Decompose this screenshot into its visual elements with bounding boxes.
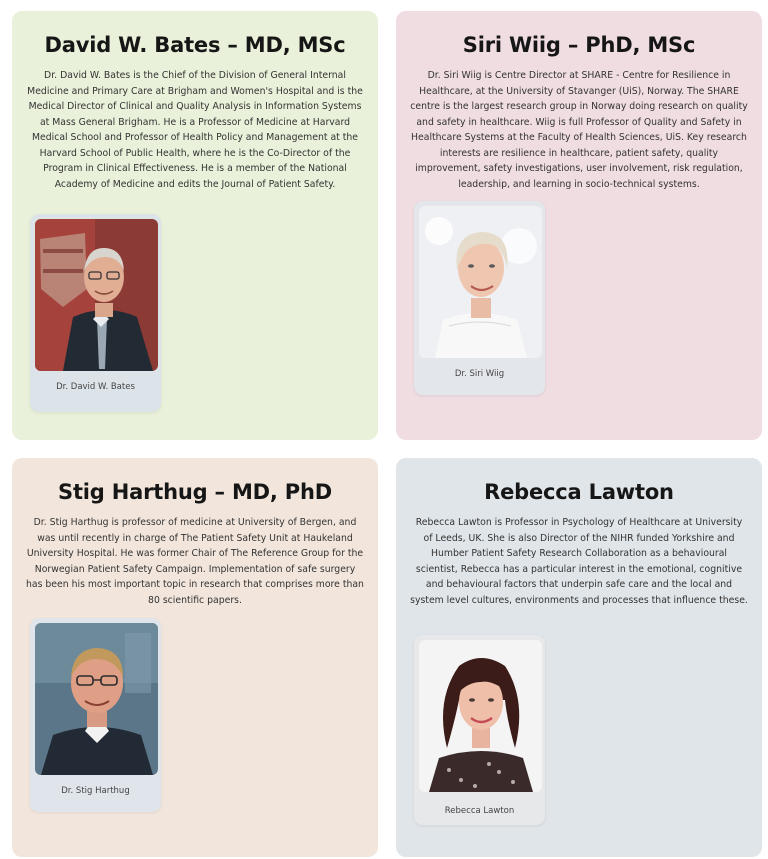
- photo-caption: Dr. Siri Wiig: [454, 369, 505, 379]
- portrait-image: [35, 219, 158, 371]
- profile-name: Rebecca Lawton: [484, 480, 674, 504]
- photo-caption: Rebecca Lawton: [444, 806, 515, 816]
- profile-bio: Dr. David W. Bates is the Chief of the Division of General Internal Medicine and Primary Care at Brigham and Women's Hospital and is the Medical Director of Clinical and Quality Analysis in Information Systems at Mass General Brigham. He is a Professor of Medicine at Harvard Medical School and Professor of Health Policy and Management at the Harvard School of Public Health, where he is the Co-Director of the Program in Clinical Effectiveness. He is a member of the National Academy of Medicine and edits the Journal of Patient Safety.: [27, 70, 363, 190]
- profile-bio: Rebecca Lawton is Professor in Psychology of Healthcare at University of Leeds, UK. She is also Director of the NIHR funded Yorkshire and Humber Patient Safety Research Collaboration as a behavioural scientist, Rebecca has a particular interest in the emotional, cognitive and behavioural factors that underpin safe care and the local and system level cultures, environments and processes that influence these.: [410, 517, 748, 606]
- profile-photo-frame: [414, 201, 545, 395]
- profile-name: David W. Bates – MD, MSc: [44, 33, 346, 57]
- profile-name: Siri Wiig – PhD, MSc: [462, 33, 696, 57]
- profile-photo-frame: [30, 214, 161, 412]
- profile-name: Stig Harthug – MD, PhD: [58, 480, 332, 504]
- profile-card-rebecca-lawton: [396, 458, 762, 857]
- profile-card-siri-wiig: [396, 11, 762, 440]
- profile-photo-frame: [30, 618, 161, 812]
- portrait-image: [419, 640, 542, 792]
- photo-caption: Dr. Stig Harthug: [61, 786, 130, 796]
- profile-bio: Dr. Siri Wiig is Centre Director at SHARE - Centre for Resilience in Healthcare, at the University of Stavanger (UiS), Norway. The SHARE centre is the largest research group in Norway doing research on quality and safety in healthcare. Wiig is full Professor of Quality and Safety in Healthcare Systems at the Faculty of Health Sciences, UiS. Key research interests are resilience in healthcare, patient safety, quality improvement, safety investigations, user involvement, risk regulation, leadership, and learning in socio-technical systems.: [410, 70, 748, 190]
- profile-card-stig-harthug: [12, 458, 378, 857]
- profile-card-david-bates: [12, 11, 378, 440]
- profile-photo-frame: [414, 635, 545, 825]
- profile-bio: Dr. Stig Harthug is professor of medicine at University of Bergen, and was until recently in charge of The Patient Safety Unit at Haukeland University Hospital. He was former Chair of The Reference Group for the Norwegian Patient Safety Campaign. Implementation of safe surgery has been his most important topic in research that comprises more than 80 scientific papers.: [26, 517, 364, 606]
- portrait-image: [35, 623, 158, 775]
- photo-caption: Dr. David W. Bates: [56, 382, 135, 392]
- portrait-image: [419, 206, 542, 358]
